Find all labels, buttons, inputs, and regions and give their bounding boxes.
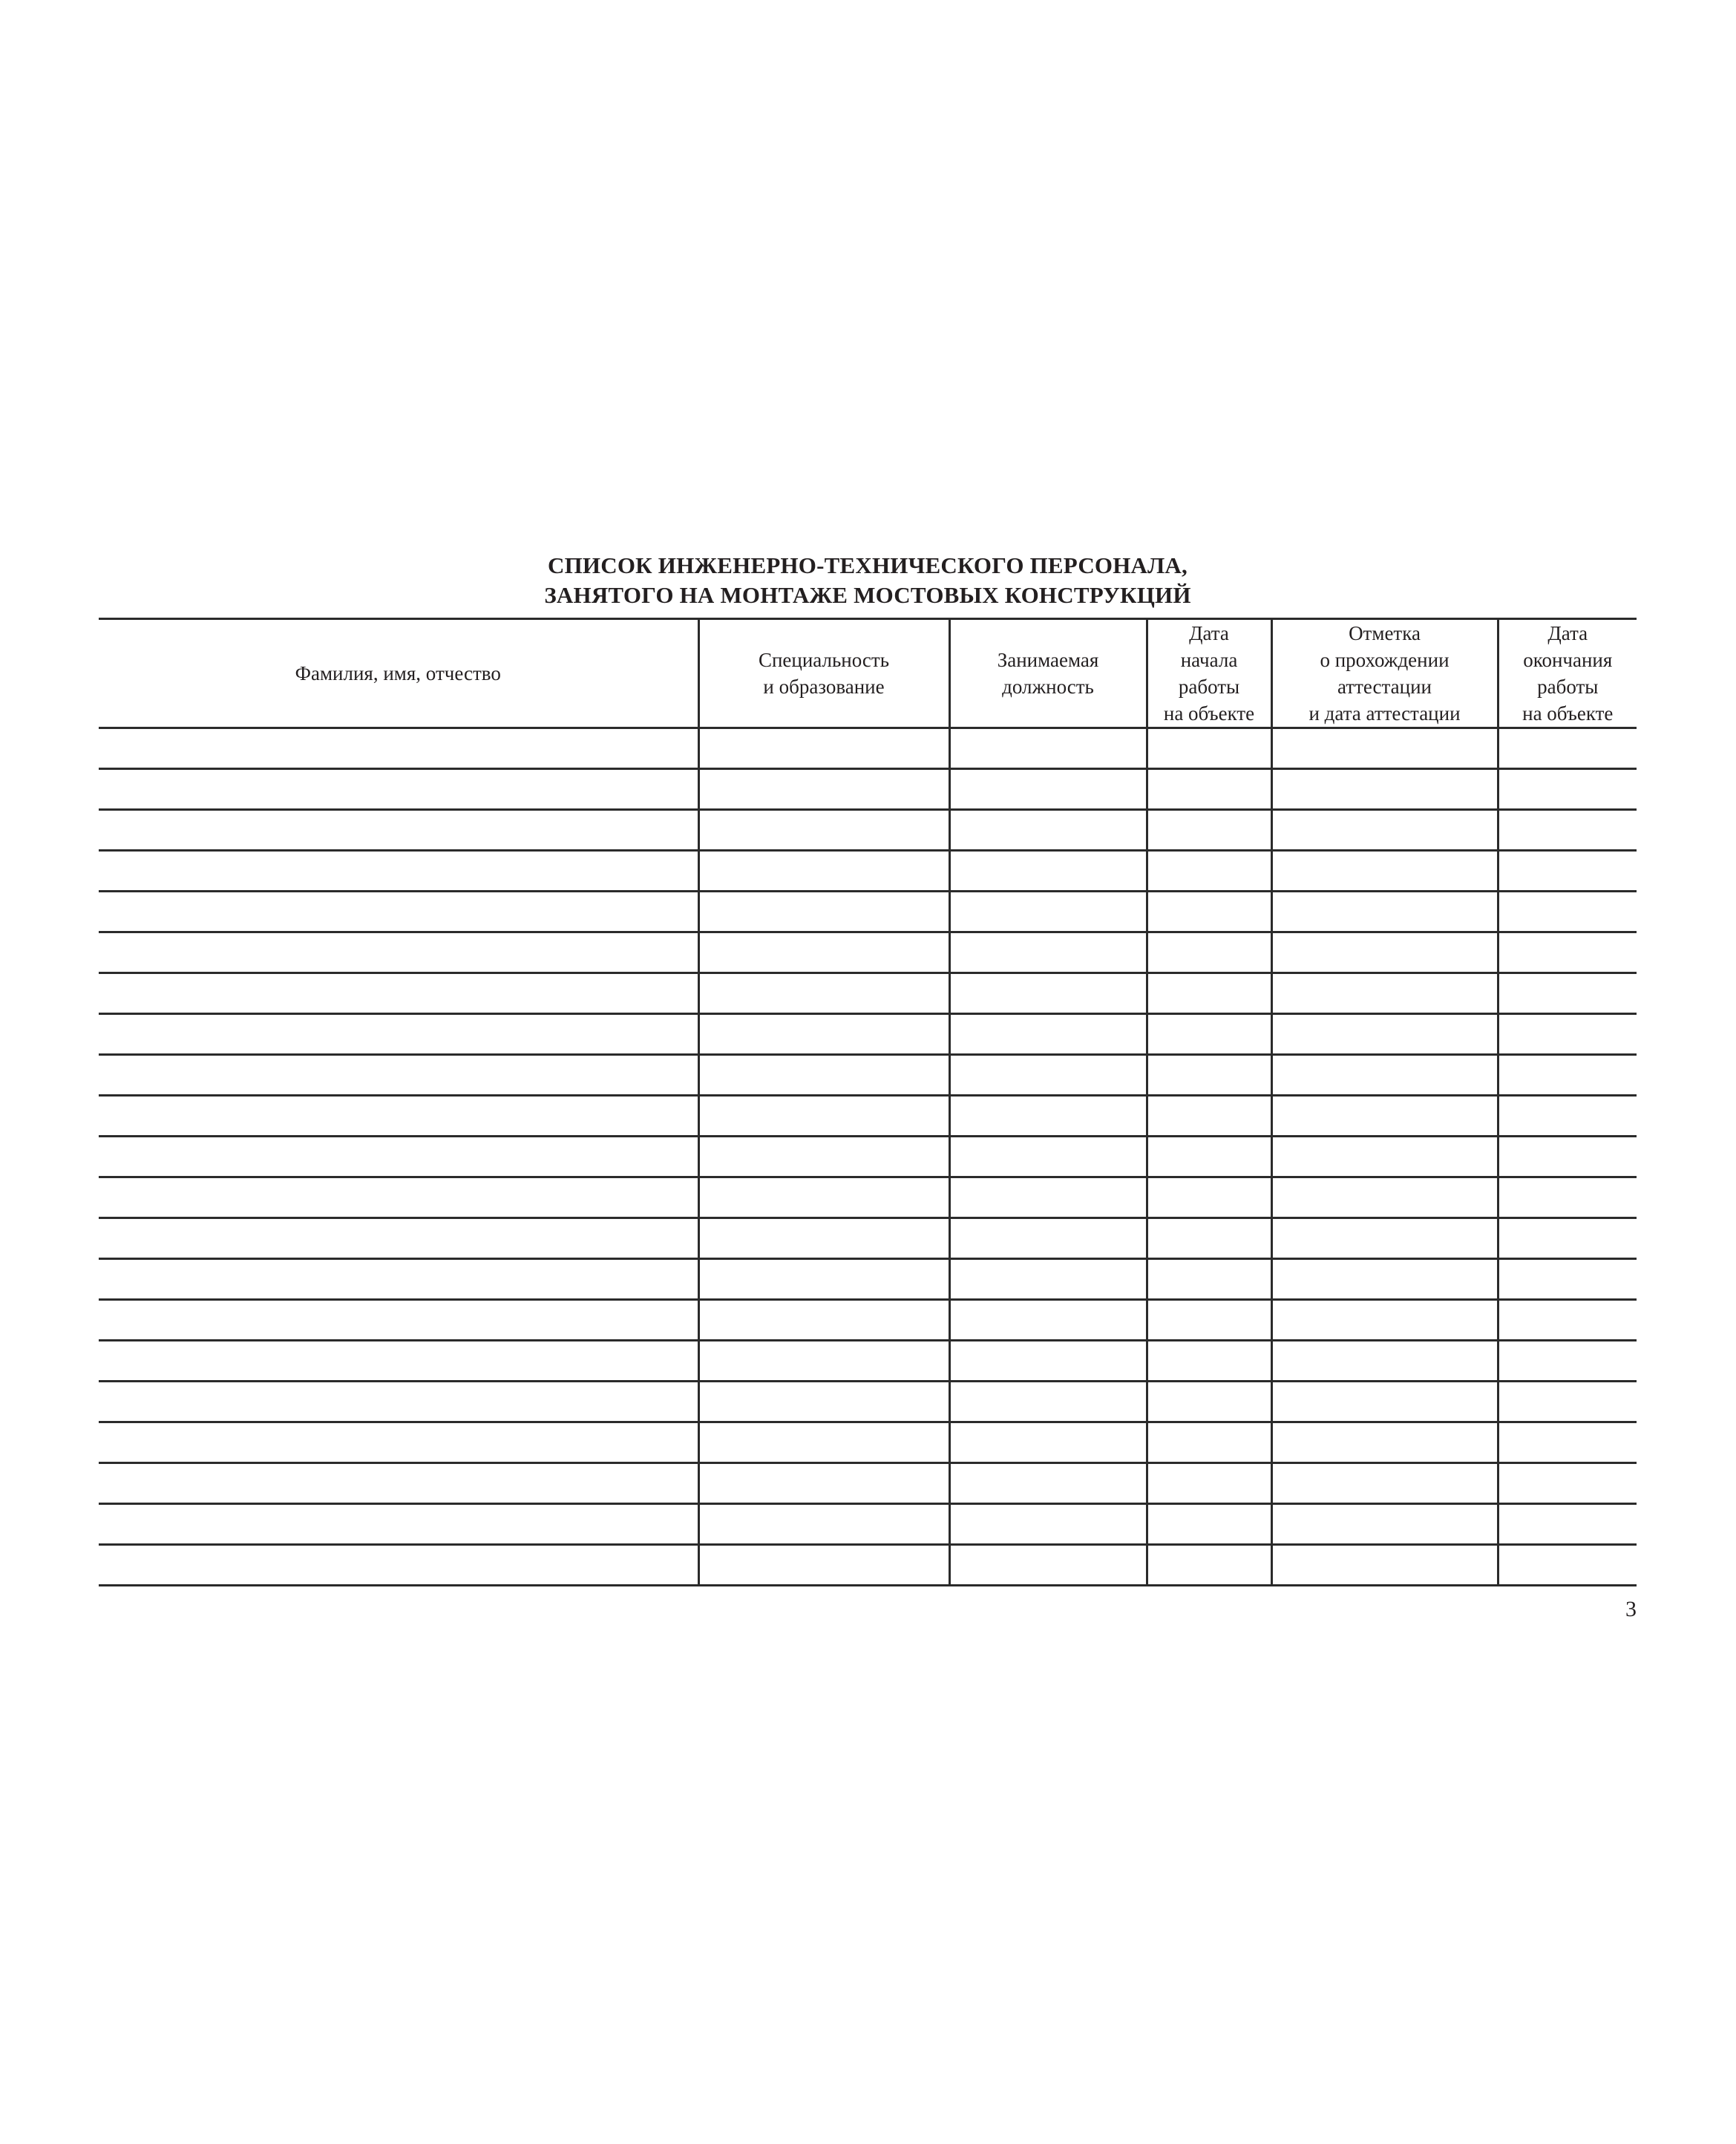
cell-start-date[interactable]: [1147, 1463, 1271, 1504]
table-row: [99, 1300, 1637, 1341]
cell-start-date[interactable]: [1147, 1382, 1271, 1422]
cell-end-date[interactable]: [1498, 1422, 1637, 1463]
cell-full-name[interactable]: [99, 1545, 698, 1586]
document-title: [99, 551, 1637, 610]
cell-position[interactable]: [949, 932, 1147, 973]
cell-specialty[interactable]: [698, 973, 949, 1014]
cell-start-date[interactable]: [1147, 1545, 1271, 1586]
header-position: [949, 619, 1147, 728]
cell-position[interactable]: [949, 1341, 1147, 1382]
header-specialty: [698, 619, 949, 728]
cell-start-date[interactable]: [1147, 728, 1271, 769]
table-row: [99, 1014, 1637, 1055]
cell-position[interactable]: [949, 851, 1147, 892]
cell-end-date[interactable]: [1498, 1096, 1637, 1137]
cell-end-date[interactable]: [1498, 1014, 1637, 1055]
cell-end-date[interactable]: [1498, 1382, 1637, 1422]
cell-certification[interactable]: [1271, 1177, 1498, 1218]
cell-position[interactable]: [949, 973, 1147, 1014]
header-line: Дата: [1547, 622, 1588, 644]
header-line: работы: [1537, 676, 1599, 698]
cell-position[interactable]: [949, 1504, 1147, 1545]
cell-end-date[interactable]: [1498, 728, 1637, 769]
cell-end-date[interactable]: [1498, 1545, 1637, 1586]
cell-start-date[interactable]: [1147, 1218, 1271, 1259]
cell-specialty[interactable]: [698, 1463, 949, 1504]
cell-certification[interactable]: [1271, 1300, 1498, 1341]
cell-full-name[interactable]: [99, 1137, 698, 1177]
cell-full-name[interactable]: [99, 1177, 698, 1218]
cell-start-date[interactable]: [1147, 892, 1271, 932]
cell-end-date[interactable]: [1498, 932, 1637, 973]
header-line: на объекте: [1522, 702, 1614, 725]
cell-start-date[interactable]: [1147, 1259, 1271, 1300]
header-line: аттестации: [1337, 676, 1432, 698]
cell-full-name[interactable]: [99, 932, 698, 973]
cell-specialty[interactable]: [698, 1300, 949, 1341]
cell-specialty[interactable]: [698, 1545, 949, 1586]
cell-certification[interactable]: [1271, 1382, 1498, 1422]
header-end-date: [1498, 619, 1637, 728]
cell-end-date[interactable]: [1498, 1137, 1637, 1177]
cell-certification[interactable]: [1271, 1055, 1498, 1096]
cell-position[interactable]: [949, 1422, 1147, 1463]
header-line: и дата аттестации: [1308, 702, 1461, 725]
cell-end-date[interactable]: [1498, 1504, 1637, 1545]
table-row: [99, 810, 1637, 851]
cell-certification[interactable]: [1271, 851, 1498, 892]
cell-full-name[interactable]: [99, 892, 698, 932]
table-row: [99, 769, 1637, 810]
cell-full-name[interactable]: [99, 851, 698, 892]
cell-start-date[interactable]: [1147, 1504, 1271, 1545]
cell-specialty[interactable]: [698, 1014, 949, 1055]
cell-full-name[interactable]: [99, 1422, 698, 1463]
cell-end-date[interactable]: [1498, 1341, 1637, 1382]
cell-end-date[interactable]: [1498, 1259, 1637, 1300]
cell-certification[interactable]: [1271, 1504, 1498, 1545]
cell-start-date[interactable]: [1147, 1014, 1271, 1055]
cell-start-date[interactable]: [1147, 1137, 1271, 1177]
table-row: [99, 851, 1637, 892]
cell-end-date[interactable]: [1498, 973, 1637, 1014]
cell-position[interactable]: [949, 1218, 1147, 1259]
cell-certification[interactable]: [1271, 1014, 1498, 1055]
cell-end-date[interactable]: [1498, 810, 1637, 851]
cell-certification[interactable]: [1271, 973, 1498, 1014]
cell-certification[interactable]: [1271, 728, 1498, 769]
table-row: [99, 1218, 1637, 1259]
header-line: должность: [1002, 676, 1094, 698]
cell-position[interactable]: [949, 1382, 1147, 1422]
cell-full-name[interactable]: [99, 810, 698, 851]
table-row: [99, 1341, 1637, 1382]
cell-specialty[interactable]: [698, 1055, 949, 1096]
cell-position[interactable]: [949, 1300, 1147, 1341]
cell-certification[interactable]: [1271, 892, 1498, 932]
table-row: [99, 1177, 1637, 1218]
cell-start-date[interactable]: [1147, 851, 1271, 892]
header-full-name: [99, 619, 698, 728]
table-row: [99, 1259, 1637, 1300]
cell-start-date[interactable]: [1147, 769, 1271, 810]
cell-position[interactable]: [949, 1177, 1147, 1218]
cell-specialty[interactable]: [698, 1177, 949, 1218]
cell-specialty[interactable]: [698, 851, 949, 892]
table-row: [99, 1096, 1637, 1137]
cell-full-name[interactable]: [99, 1300, 698, 1341]
cell-position[interactable]: [949, 728, 1147, 769]
cell-certification[interactable]: [1271, 1545, 1498, 1586]
header-line: и образование: [763, 676, 885, 698]
cell-position[interactable]: [949, 1137, 1147, 1177]
cell-specialty[interactable]: [698, 1259, 949, 1300]
personnel-table: [99, 618, 1637, 1586]
table-row: [99, 1545, 1637, 1586]
cell-start-date[interactable]: [1147, 1177, 1271, 1218]
table-row: [99, 728, 1637, 769]
table-row: [99, 892, 1637, 932]
cell-end-date[interactable]: [1498, 1463, 1637, 1504]
cell-position[interactable]: [949, 1096, 1147, 1137]
cell-end-date[interactable]: [1498, 892, 1637, 932]
cell-position[interactable]: [949, 810, 1147, 851]
cell-certification[interactable]: [1271, 810, 1498, 851]
cell-full-name[interactable]: [99, 1463, 698, 1504]
table-row: [99, 932, 1637, 973]
table-row: [99, 1504, 1637, 1545]
header-line: Дата: [1189, 622, 1229, 644]
cell-position[interactable]: [949, 1545, 1147, 1586]
cell-end-date[interactable]: [1498, 1218, 1637, 1259]
cell-specialty[interactable]: [698, 1096, 949, 1137]
cell-certification[interactable]: [1271, 1341, 1498, 1382]
cell-start-date[interactable]: [1147, 1341, 1271, 1382]
header-line: окончания: [1523, 649, 1613, 671]
table-row: [99, 1137, 1637, 1177]
table-row: [99, 1382, 1637, 1422]
cell-full-name[interactable]: [99, 1341, 698, 1382]
cell-full-name[interactable]: [99, 1014, 698, 1055]
cell-position[interactable]: [949, 1055, 1147, 1096]
header-start-date: [1147, 619, 1271, 728]
header-line: Фамилия, имя, отчество: [295, 662, 501, 684]
cell-position[interactable]: [949, 1259, 1147, 1300]
page-number: 3: [1625, 1597, 1637, 1621]
cell-certification[interactable]: [1271, 1218, 1498, 1259]
cell-end-date[interactable]: [1498, 1300, 1637, 1341]
cell-position[interactable]: [949, 769, 1147, 810]
cell-full-name[interactable]: [99, 1218, 698, 1259]
cell-end-date[interactable]: [1498, 769, 1637, 810]
cell-end-date[interactable]: [1498, 1177, 1637, 1218]
cell-certification[interactable]: [1271, 1137, 1498, 1177]
cell-full-name[interactable]: [99, 1382, 698, 1422]
table-body: [99, 728, 1637, 1586]
cell-specialty[interactable]: [698, 1341, 949, 1382]
table-row: [99, 1422, 1637, 1463]
cell-position[interactable]: [949, 1463, 1147, 1504]
cell-start-date[interactable]: [1147, 932, 1271, 973]
header-certification: [1271, 619, 1498, 728]
cell-full-name[interactable]: [99, 769, 698, 810]
cell-specialty[interactable]: [698, 1218, 949, 1259]
cell-start-date[interactable]: [1147, 973, 1271, 1014]
cell-certification[interactable]: [1271, 1096, 1498, 1137]
header-line: начала: [1180, 649, 1238, 671]
cell-specialty[interactable]: [698, 810, 949, 851]
cell-certification[interactable]: [1271, 769, 1498, 810]
header-line: Занимаемая: [997, 649, 1099, 671]
header-line: работы: [1178, 676, 1240, 698]
cell-certification[interactable]: [1271, 932, 1498, 973]
cell-specialty[interactable]: [698, 728, 949, 769]
title-line-1: СПИСОК ИНЖЕНЕРНО-ТЕХНИЧЕСКОГО ПЕРСОНАЛА,: [548, 552, 1188, 578]
cell-specialty[interactable]: [698, 892, 949, 932]
cell-start-date[interactable]: [1147, 1055, 1271, 1096]
cell-full-name[interactable]: [99, 973, 698, 1014]
table-row: [99, 1055, 1637, 1096]
cell-start-date[interactable]: [1147, 1096, 1271, 1137]
cell-position[interactable]: [949, 892, 1147, 932]
cell-full-name[interactable]: [99, 1096, 698, 1137]
cell-specialty[interactable]: [698, 1504, 949, 1545]
header-line: Специальность: [758, 649, 890, 671]
cell-full-name[interactable]: [99, 1259, 698, 1300]
cell-specialty[interactable]: [698, 1382, 949, 1422]
cell-specialty[interactable]: [698, 769, 949, 810]
cell-specialty[interactable]: [698, 1137, 949, 1177]
cell-full-name[interactable]: [99, 1504, 698, 1545]
table-row: [99, 973, 1637, 1014]
cell-certification[interactable]: [1271, 1422, 1498, 1463]
title-line-2: ЗАНЯТОГО НА МОНТАЖЕ МОСТОВЫХ КОНСТРУКЦИЙ: [544, 582, 1191, 608]
cell-start-date[interactable]: [1147, 810, 1271, 851]
table-row: [99, 1463, 1637, 1504]
header-line: на объекте: [1163, 702, 1255, 725]
cell-end-date[interactable]: [1498, 851, 1637, 892]
cell-start-date[interactable]: [1147, 1300, 1271, 1341]
cell-full-name[interactable]: [99, 728, 698, 769]
cell-certification[interactable]: [1271, 1463, 1498, 1504]
cell-certification[interactable]: [1271, 1259, 1498, 1300]
cell-start-date[interactable]: [1147, 1422, 1271, 1463]
header-line: Отметка: [1349, 622, 1421, 644]
header-line: о прохождении: [1320, 649, 1450, 671]
cell-end-date[interactable]: [1498, 1055, 1637, 1096]
cell-position[interactable]: [949, 1014, 1147, 1055]
cell-specialty[interactable]: [698, 932, 949, 973]
cell-specialty[interactable]: [698, 1422, 949, 1463]
cell-full-name[interactable]: [99, 1055, 698, 1096]
header-row: [99, 619, 1637, 728]
